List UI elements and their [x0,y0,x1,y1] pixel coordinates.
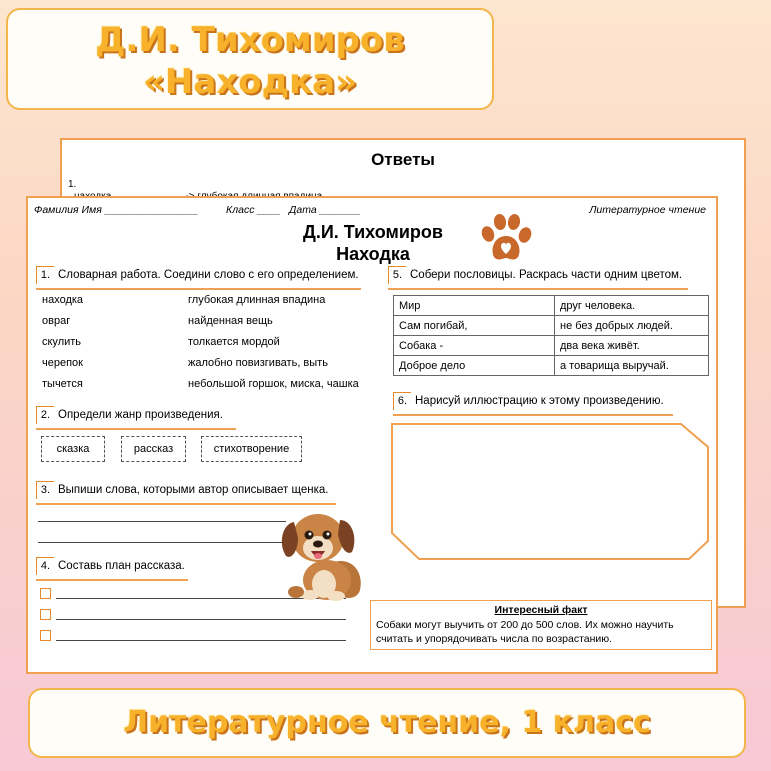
task1-word: скулить [42,336,82,348]
task1-definition: найденная вещь [188,315,273,327]
task4-header [36,557,188,581]
task4-text: Составь план рассказа. [58,560,185,572]
plan-line[interactable] [56,640,346,641]
task2-header [36,406,236,430]
task1-word: черепок [42,357,83,369]
task1-word: овраг [42,315,71,327]
task1-word: находка [42,294,84,306]
task6-number: 6. [393,392,411,410]
task5-text: Собери пословицы. Раскрась части одним цветом. [410,269,683,281]
task1-definition: глубокая длинная впадина [188,294,326,306]
answers-line-number: 1. [68,179,77,190]
illustration-frame[interactable] [391,423,709,560]
proverb-row [394,316,709,336]
fact-title: Интересный факт [494,604,588,616]
task2-text: Определи жанр произведения. [58,409,223,421]
task5-header [388,266,688,290]
task1-definition: небольшой горшок, миска, чашка [188,378,359,390]
proverb-row [394,296,709,316]
proverb-start[interactable]: Доброе дело [394,356,555,376]
class-field: Класс ____ [226,204,281,216]
task1-word: тычется [42,378,83,390]
proverb-end[interactable]: друг человека. [555,296,709,316]
task4-number: 4. [36,557,54,575]
name-field: Фамилия Имя ________________ [34,204,199,216]
task1-definition: жалобно повизгивать, выть [188,357,328,369]
worksheet-title: Находка [336,244,410,264]
task5-number: 5. [388,266,406,284]
task3-text: Выпиши слова, которыми автор описывает щенка. [58,484,329,496]
proverb-start[interactable]: Мир [394,296,555,316]
bottom-banner [28,688,746,758]
proverb-end[interactable]: а товарища выручай. [555,356,709,376]
writing-line[interactable] [38,521,286,522]
worksheet-author: Д.И. Тихомиров [303,222,443,242]
banner-subject: Литературное чтение, 1 класс [123,705,651,740]
proverbs-table [393,295,709,376]
plan-checkbox[interactable] [40,609,51,620]
genre-option-poem[interactable]: стихотворение [201,436,302,462]
fact-text: Собаки могут выучить от 200 до 500 слов. Их можно научить считать и упорядочивать числа по возрастанию. [376,619,674,645]
plan-checkbox[interactable] [40,588,51,599]
task6-text: Нарисуй иллюстрацию к этому произведению. [415,395,664,407]
proverb-start[interactable]: Собака - [394,336,555,356]
genre-option-fairytale[interactable]: сказка [41,436,105,462]
worksheet [26,196,718,674]
date-field: Дата _______ [289,204,361,216]
task1-definition: толкается мордой [188,336,280,348]
answers-title: Ответы [371,150,435,169]
puppy-illustration [272,502,372,602]
genre-option-story[interactable]: рассказ [121,436,186,462]
task1-header [36,266,361,290]
top-banner [6,8,494,110]
task3-number: 3. [36,481,54,499]
proverb-start[interactable]: Сам погибай, [394,316,555,336]
task6-header [393,392,673,416]
paw-icon [478,212,534,266]
banner-work: «Находка» [142,62,358,102]
proverb-end[interactable]: два века живёт. [555,336,709,356]
task1-text: Словарная работа. Соедини слово с его определением. [58,269,359,281]
proverb-row [394,336,709,356]
plan-checkbox[interactable] [40,630,51,641]
subject-label: Литературное чтение [589,204,706,216]
writing-line[interactable] [38,542,286,543]
proverb-end[interactable]: не без добрых людей. [555,316,709,336]
plan-line[interactable] [56,619,346,620]
proverb-row [394,356,709,376]
fact-box [370,600,712,650]
task1-number: 1. [36,266,54,284]
banner-author: Д.И. Тихомиров [95,20,405,60]
task2-number: 2. [36,406,54,424]
